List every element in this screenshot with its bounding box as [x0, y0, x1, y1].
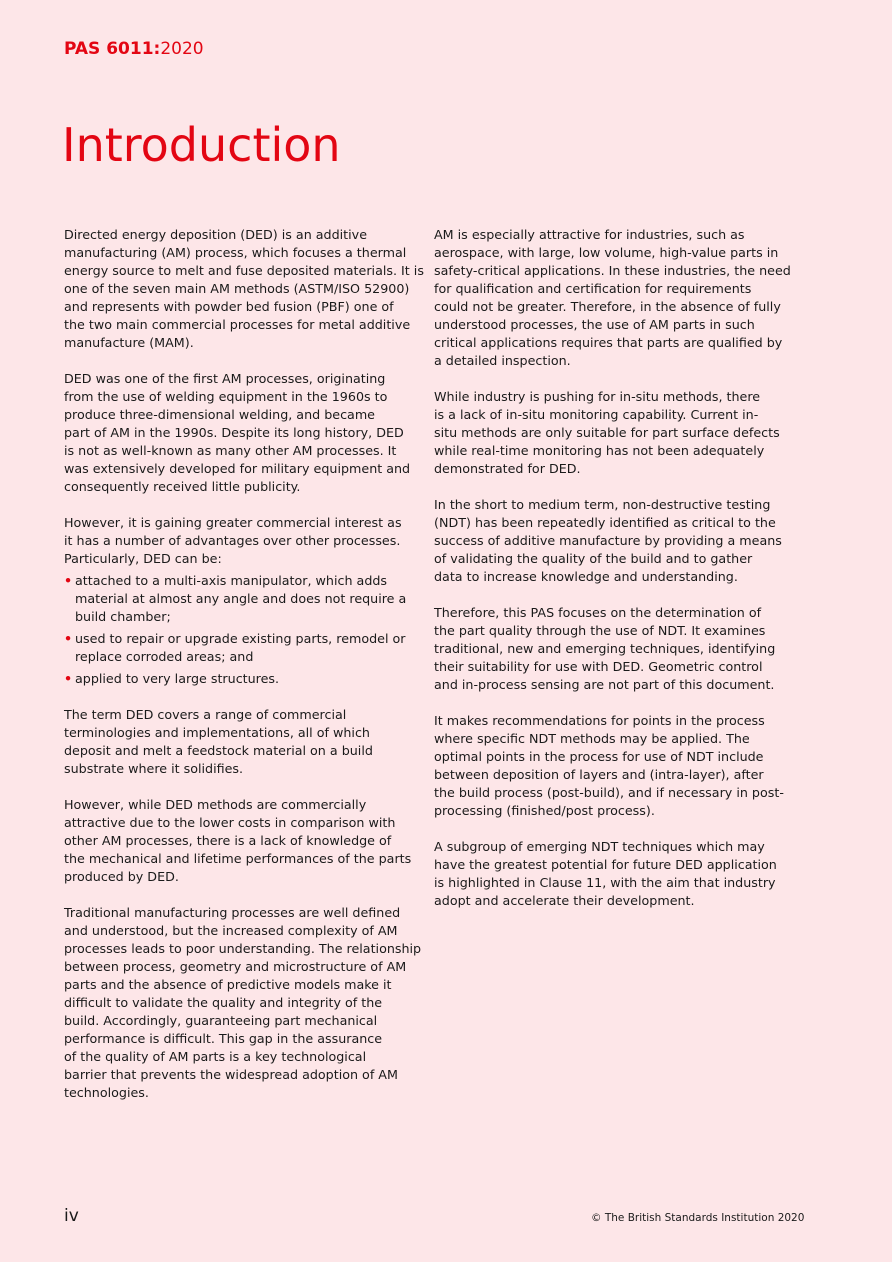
text-line: was extensively developed for military equipment and: [64, 461, 411, 476]
left-column: [64, 226, 424, 1120]
text-line: performance is difficult. This gap in the assurance: [64, 1031, 383, 1046]
text-line: However, it is gaining greater commercial interest as: [64, 515, 402, 530]
text-line: Therefore, this PAS focuses on the determination of: [434, 605, 762, 620]
list-item-text: [75, 630, 420, 666]
text-line: the two main commercial processes for metal additive: [64, 317, 411, 332]
list-item-text: [75, 670, 420, 688]
text-line: and in-process sensing are not part of this document.: [434, 677, 775, 692]
list-item: [64, 670, 420, 688]
text-line: it has a number of advantages over other processes.: [64, 533, 401, 548]
text-line: the mechanical and lifetime performances of the parts: [64, 851, 412, 866]
text-line: of the quality of AM parts is a key technological: [64, 1049, 367, 1064]
text-line: between process, geometry and microstructure of AM: [64, 959, 407, 974]
text-line: the build process (post-build), and if necessary in post-: [434, 785, 784, 800]
text-line: DED was one of the first AM processes, originating: [64, 371, 386, 386]
text-line: the part quality through the use of NDT. It examines: [434, 623, 766, 638]
text-line: material at almost any angle and does not require a: [75, 591, 407, 606]
text-line: deposit and melt a feedstock material on a build: [64, 743, 373, 758]
text-line: attractive due to the lower costs in comparison with: [64, 815, 396, 830]
text-line: adopt and accelerate their development.: [434, 893, 695, 908]
text-line: build chamber;: [75, 609, 171, 624]
text-line: manufacturing (AM) process, which focuses a thermal: [64, 245, 407, 260]
text-line: could not be greater. Therefore, in the absence of fully: [434, 299, 781, 314]
text-line: part of AM in the 1990s. Despite its long history, DED: [64, 425, 404, 440]
text-line: is not as well-known as many other AM processes. It: [64, 443, 397, 458]
text-line: success of additive manufacture by providing a means: [434, 533, 782, 548]
text-line: processing (finished/post process).: [434, 803, 655, 818]
text-line: and understood, but the increased complexity of AM: [64, 923, 398, 938]
paragraph: [434, 838, 786, 910]
text-line: for qualification and certification for requirements: [434, 281, 752, 296]
text-line: of validating the quality of the build and to gather: [434, 551, 753, 566]
text-line: produce three-dimensional welding, and became: [64, 407, 375, 422]
text-line: while real-time monitoring has not been adequately: [434, 443, 765, 458]
paragraph: [434, 712, 786, 820]
text-line: barrier that prevents the widespread adoption of AM: [64, 1067, 398, 1082]
list-item-text: [75, 572, 420, 626]
text-line: replace corroded areas; and: [75, 649, 254, 664]
text-line: produced by DED.: [64, 869, 179, 884]
list-item: [64, 630, 420, 666]
standard-code: PAS 6011:: [64, 39, 161, 59]
text-line: have the greatest potential for future DED application: [434, 857, 777, 872]
text-line: In the short to medium term, non-destructive testing: [434, 497, 771, 512]
standard-year: 2020: [160, 39, 204, 59]
text-line: AM is especially attractive for industries, such as: [434, 227, 745, 242]
text-line: manufacture (MAM).: [64, 335, 194, 350]
paragraph: [64, 796, 420, 886]
text-line: and represents with powder bed fusion (PBF) one of: [64, 299, 394, 314]
text-line: processes leads to poor understanding. The relationship: [64, 941, 422, 956]
page-number: iv: [64, 1206, 79, 1226]
text-line: data to increase knowledge and understanding.: [434, 569, 738, 584]
text-line: their suitability for use with DED. Geometric control: [434, 659, 763, 674]
text-line: consequently received little publicity.: [64, 479, 301, 494]
text-line: critical applications requires that parts are qualified by: [434, 335, 783, 350]
text-line: difficult to validate the quality and integrity of the: [64, 995, 383, 1010]
text-line: The term DED covers a range of commercial: [64, 707, 347, 722]
list-item: [64, 572, 420, 626]
page-title: Introduction: [62, 118, 341, 172]
text-line: However, while DED methods are commercially: [64, 797, 367, 812]
text-line: Particularly, DED can be:: [64, 551, 222, 566]
text-line: a detailed inspection.: [434, 353, 571, 368]
text-line: It makes recommendations for points in the process: [434, 713, 765, 728]
paragraph: [434, 388, 786, 478]
copyright-notice: © The British Standards Institution 2020: [591, 1212, 805, 1224]
text-line: safety-critical applications. In these industries, the need: [434, 263, 791, 278]
running-head: [64, 39, 204, 59]
text-line: Traditional manufacturing processes are well defined: [64, 905, 401, 920]
bullet-marker: •: [64, 573, 73, 588]
text-line: aerospace, with large, low volume, high-value parts in: [434, 245, 779, 260]
text-line: is a lack of in-situ monitoring capability. Current in-: [434, 407, 759, 422]
text-line: parts and the absence of predictive models make it: [64, 977, 392, 992]
text-line: applied to very large structures.: [75, 671, 280, 686]
text-line: energy source to melt and fuse deposited materials. It is: [64, 263, 424, 278]
bullet-list: [64, 572, 420, 688]
text-line: is highlighted in Clause 11, with the aim that industry: [434, 875, 776, 890]
text-line: from the use of welding equipment in the 1960s to: [64, 389, 388, 404]
text-line: understood processes, the use of AM parts in such: [434, 317, 755, 332]
text-line: terminologies and implementations, all of which: [64, 725, 370, 740]
text-line: situ methods are only suitable for part surface defects: [434, 425, 780, 440]
text-line: build. Accordingly, guaranteeing part mechanical: [64, 1013, 378, 1028]
text-line: technologies.: [64, 1085, 149, 1100]
bullet-marker: •: [64, 631, 73, 646]
text-line: traditional, new and emerging techniques, identifying: [434, 641, 776, 656]
right-column: [434, 226, 791, 928]
bullet-marker: •: [64, 671, 73, 686]
text-line: demonstrated for DED.: [434, 461, 581, 476]
text-line: substrate where it solidifies.: [64, 761, 244, 776]
paragraph: [434, 604, 786, 694]
text-line: While industry is pushing for in-situ methods, there: [434, 389, 761, 404]
text-line: one of the seven main AM methods (ASTM/ISO 52900): [64, 281, 410, 296]
text-line: attached to a multi-axis manipulator, which adds: [75, 573, 388, 588]
text-line: optimal points in the process for use of NDT include: [434, 749, 764, 764]
paragraph: [434, 226, 791, 370]
text-line: Directed energy deposition (DED) is an additive: [64, 227, 367, 242]
text-line: (NDT) has been repeatedly identified as critical to the: [434, 515, 776, 530]
text-line: other AM processes, there is a lack of knowledge of: [64, 833, 392, 848]
text-line: A subgroup of emerging NDT techniques which may: [434, 839, 765, 854]
text-line: used to repair or upgrade existing parts, remodel or: [75, 631, 406, 646]
paragraph: [64, 706, 420, 778]
text-line: where specific NDT methods may be applied. The: [434, 731, 750, 746]
text-line: between deposition of layers and (intra-layer), after: [434, 767, 764, 782]
paragraph: [64, 226, 424, 352]
paragraph: [64, 370, 420, 496]
paragraph: [64, 514, 420, 568]
paragraph: [64, 904, 420, 1102]
paragraph: [434, 496, 786, 586]
